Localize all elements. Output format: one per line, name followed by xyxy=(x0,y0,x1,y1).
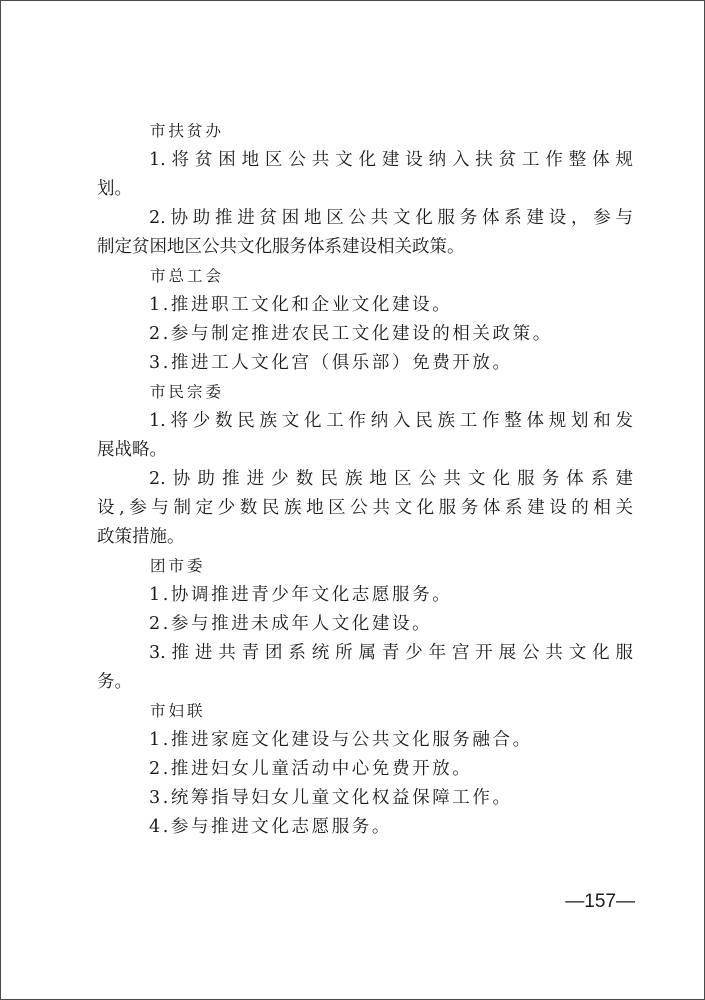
paragraph-line: 1.将少数民族文化工作纳入民族工作整体规划和发 xyxy=(149,411,633,431)
paragraph-line: 4.参与推进文化志愿服务。 xyxy=(149,817,392,837)
paragraph-line: 3.推进工人文化宫（俱乐部）免费开放。 xyxy=(149,353,513,373)
page-number: —157— xyxy=(565,891,635,912)
paragraph-line: 2.协助推进贫困地区公共文化服务体系建设，参与 xyxy=(149,208,633,228)
section-heading: 市民宗委 xyxy=(150,383,225,401)
paragraph-line: 设,参与制定少数民族地区公共文化服务体系建设的相关 xyxy=(97,498,633,518)
paragraph-line: 2.参与制定推进农民工文化建设的相关政策。 xyxy=(149,324,553,344)
paragraph-line: 2.推进妇女儿童活动中心免费开放。 xyxy=(149,759,473,779)
paragraph-line: 1.将贫困地区公共文化建设纳入扶贫工作整体规 xyxy=(149,150,633,170)
paragraph-line: 1.推进职工文化和企业文化建设。 xyxy=(149,295,453,315)
paragraph-line: 1.协调推进青少年文化志愿服务。 xyxy=(149,585,453,605)
paragraph-line: 务。 xyxy=(97,672,132,692)
paragraph-line: 划。 xyxy=(97,179,132,199)
document-body xyxy=(97,117,633,842)
section-heading: 团市委 xyxy=(150,557,206,575)
paragraph-line: 制定贫困地区公共文化服务体系建设相关政策。 xyxy=(97,237,465,257)
section-heading: 市妇联 xyxy=(150,702,206,720)
section-heading: 市总工会 xyxy=(150,267,225,285)
paragraph-line: 1.推进家庭文化建设与公共文化服务融合。 xyxy=(149,730,533,750)
section-heading: 市扶贫办 xyxy=(150,122,225,140)
paragraph-line: 2.协助推进少数民族地区公共文化服务体系建 xyxy=(149,469,633,489)
paragraph-line: 2.参与推进未成年人文化建设。 xyxy=(149,614,433,634)
paragraph-line: 展战略。 xyxy=(97,440,167,460)
paragraph-line: 3.推进共青团系统所属青少年宫开展公共文化服 xyxy=(149,643,633,663)
paragraph-line: 3.统筹指导妇女儿童文化权益保障工作。 xyxy=(149,788,513,808)
paragraph-line: 政策措施。 xyxy=(97,527,185,547)
